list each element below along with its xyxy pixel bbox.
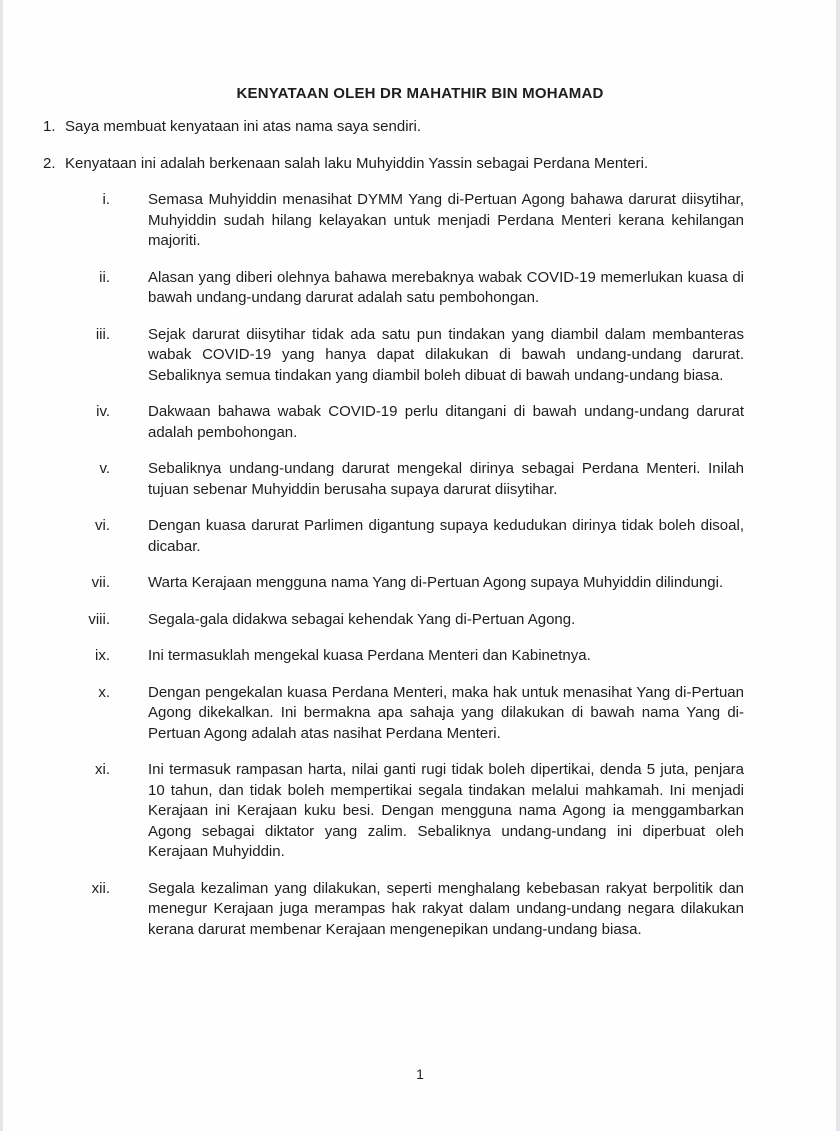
list-item-marker: 2. bbox=[43, 154, 56, 172]
list-item-text: Warta Kerajaan mengguna nama Yang di-Pertuan Agong supaya Muhyiddin dilindungi. bbox=[148, 574, 724, 591]
list-item-marker: i. bbox=[102, 191, 110, 208]
list-item bbox=[0, 117, 840, 138]
list-item bbox=[0, 610, 840, 631]
numbered-list bbox=[0, 117, 840, 174]
list-item-text: Ini termasuklah mengekal kuasa Perdana Menteri dan Kabinetnya. bbox=[148, 647, 591, 664]
list-item-marker: ii. bbox=[99, 268, 110, 286]
list-item bbox=[0, 573, 840, 594]
list-item-marker: iv. bbox=[96, 403, 110, 420]
list-item-text: Dengan pengekalan kuasa Perdana Menteri, maka hak untuk menasihat Yang di-Pertuan Agong dikekalkan. Ini bermakna apa sahaja yang dilakukan di bawah nama Yang di-Pertuan Agong adalah atas nasihat Perdana Menteri. bbox=[148, 683, 744, 742]
list-item-marker: xi. bbox=[95, 761, 110, 778]
list-item-marker: iii. bbox=[95, 325, 110, 343]
list-item-marker: xii. bbox=[91, 879, 110, 897]
list-item-marker: v. bbox=[99, 460, 110, 477]
list-item-text: Saya membuat kenyataan ini atas nama saya sendiri. bbox=[65, 118, 422, 135]
list-item bbox=[0, 646, 840, 667]
list-item-text: Semasa Muhyiddin menasihat DYMM Yang di-Pertuan Agong bahawa darurat diisytihar, Muhyiddin sudah hilang kelayakan untuk menjadi Perdana Menteri kerana kehilangan majoriti. bbox=[148, 191, 744, 249]
page-left-edge-line bbox=[0, 0, 3, 1131]
roman-list bbox=[0, 190, 840, 940]
list-item-marker: 1. bbox=[43, 118, 56, 135]
list-item bbox=[0, 190, 840, 252]
list-item bbox=[0, 459, 840, 500]
list-item-text: Ini termasuk rampasan harta, nilai ganti rugi tidak boleh dipertikai, denda 5 juta, penjara 10 tahun, dan tidak boleh mempertikai segala tindakan melalui mahkamah. Ini menjadi Kerajaan ini Kerajaan kuku besi. Dengan mengguna nama Agong ia menggambarkan Agong sebagai diktator yang zalim. Sebaliknya undang-undang ini diperbuat oleh Kerajaan Muhyiddin. bbox=[148, 761, 744, 860]
list-item-marker: x. bbox=[98, 683, 110, 701]
page-right-edge-line bbox=[836, 0, 840, 1131]
list-item bbox=[0, 154, 840, 175]
page-number: 1 bbox=[416, 1066, 424, 1082]
list-item bbox=[0, 879, 840, 941]
list-item bbox=[0, 683, 840, 745]
list-item bbox=[0, 325, 840, 387]
document-title: KENYATAAN OLEH DR MAHATHIR BIN MOHAMAD bbox=[236, 85, 604, 102]
list-item-text: Dakwaan bahawa wabak COVID-19 perlu ditangani di bawah undang-undang darurat adalah pembohongan. bbox=[148, 403, 744, 441]
list-item-text: Alasan yang diberi olehnya bahawa merebaknya wabak COVID-19 memerlukan kuasa di bawah undang-undang darurat adalah satu pembohongan. bbox=[148, 268, 744, 306]
list-item-marker: vii. bbox=[91, 574, 110, 591]
list-item-text: Segala kezaliman yang dilakukan, seperti menghalang kebebasan rakyat berpolitik dan menegur Kerajaan juga merampas hak rakyat dalam undang-undang negara dilakukan kerana darurat membenar Kerajaan mengenepikan undang-undang biasa. bbox=[148, 879, 744, 938]
list-item bbox=[0, 402, 840, 443]
list-item bbox=[0, 516, 840, 557]
list-item-text: Sejak darurat diisytihar tidak ada satu pun tindakan yang diambil dalam membanteras wabak COVID-19 yang hanya dapat dilakukan di bawah undang-undang darurat. Sebaliknya semua tindakan yang diambil boleh dibuat di bawah undang-undang biasa. bbox=[148, 325, 744, 384]
list-item-text: Sebaliknya undang-undang darurat mengekal dirinya sebagai Perdana Menteri. Inilah tujuan sebenar Muhyiddin berusaha supaya darurat diisytihar. bbox=[148, 460, 744, 498]
list-item-marker: vi. bbox=[95, 517, 110, 534]
list-item-text: Dengan kuasa darurat Parlimen digantung supaya kedudukan dirinya tidak boleh disoal, dicabar. bbox=[148, 517, 744, 555]
list-item-text: Kenyataan ini adalah berkenaan salah laku Muhyiddin Yassin sebagai Perdana Menteri. bbox=[65, 154, 649, 172]
list-item-marker: viii. bbox=[88, 610, 110, 628]
list-item-text: Segala-gala didakwa sebagai kehendak Yang di-Pertuan Agong. bbox=[148, 610, 576, 628]
list-item bbox=[0, 760, 840, 863]
list-item-marker: ix. bbox=[95, 647, 110, 664]
list-item bbox=[0, 268, 840, 309]
